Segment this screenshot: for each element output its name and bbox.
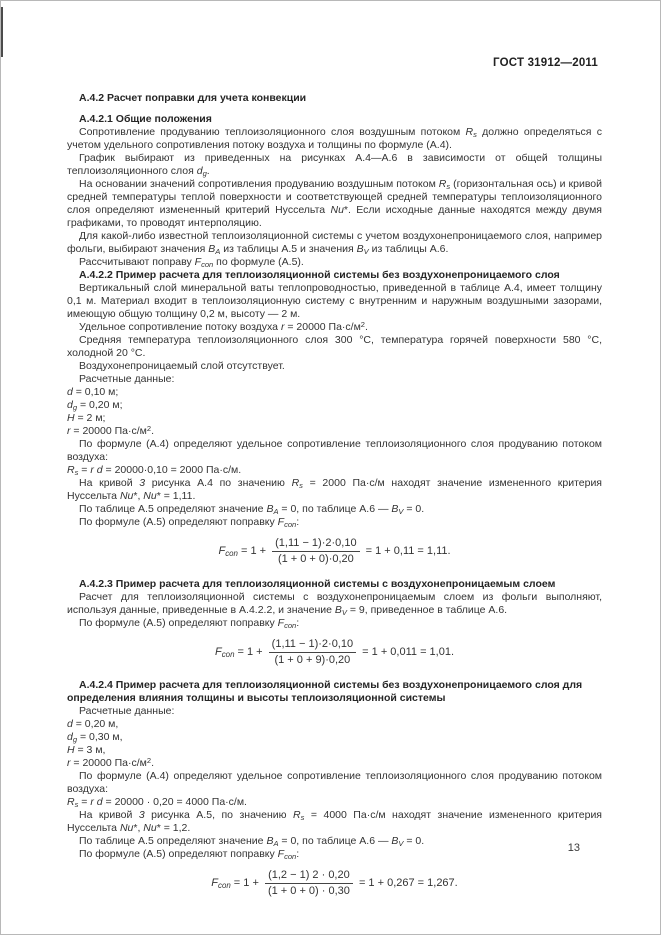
formula-fraction: $\frac{(1,11 - 1)\cdot 2\cdot 0,10}{(1 + 0 + 0)\cdot 0,20}$ bbox=[272, 537, 359, 566]
formula-lead: $F_{con} = 1$ + bbox=[218, 545, 270, 559]
paragraph: Средняя температура теплоизоляционного слоя 300 °С, температура горячей поверхности 580 °С, холодной 20 °С. bbox=[67, 334, 602, 359]
data-line: $R_s = r$ d = 20000 · 0,20 = 4000 Па·с/м. bbox=[67, 796, 247, 810]
standard-code-header: ГОСТ 31912—2011 bbox=[493, 57, 598, 69]
formula bbox=[67, 869, 602, 898]
formula-fraction: $\frac{(1,2 - 1) 2 \cdot 0,20}{(1 + 0 + 0) \cdot 0,30}$ bbox=[265, 869, 353, 898]
section-heading: А.4.2.4 Пример расчета для теплоизоляционной системы без воздухонепроницаемого слоя для определения влияния толщины и высоты теплоизоляционной системы bbox=[67, 679, 583, 704]
scan-artifact bbox=[1, 7, 3, 57]
data-line: $d_g = 0,20$ м; bbox=[67, 399, 123, 413]
paragraph: Сопротивление продуванию теплоизоляционного слоя воздушным потоком $R_s$ должно определяться с учетом удельного сопротивления потоку воздуха и толщины по формуле (А.4). bbox=[67, 126, 602, 151]
data-line: H = 2 м; bbox=[67, 412, 106, 424]
section-heading: А.4.2.2 Пример расчета для теплоизоляционной системы без воздухонепроницаемого слоя bbox=[79, 269, 560, 281]
paragraph: По формуле (А.5) определяют поправку $F_{con}$: bbox=[79, 617, 300, 631]
paragraph: По формуле (А.5) определяют поправку $F_{con}$: bbox=[79, 848, 300, 862]
paragraph: По формуле (А.4) определяют удельное сопротивление теплоизоляционного слоя продуванию потоком воздуха: bbox=[67, 770, 602, 795]
data-line: r = 20000 $Па\cdot с/м^2$. bbox=[67, 756, 154, 769]
paragraph: Для какой-либо известной теплоизоляционной системы с учетом воздухонепроницаемого слоя, например фольги, выбирают значения $B_A$ из таблицы А.5 и значения $B_V$ из таблицы А.6. bbox=[67, 230, 602, 257]
formula bbox=[67, 537, 602, 566]
paragraph: На кривой 3 рисунка А.4 по значению $R_s = 2000$ Па·с/м находят значение измененного критерия Нуссельта Nu*, Nu* = 1,11. bbox=[67, 477, 602, 502]
paragraph: По формуле (А.5) определяют поправку $F_{con}$: bbox=[79, 516, 300, 530]
formula-result: = 1 + 0,267 = 1,267. bbox=[355, 877, 458, 889]
paragraph: На кривой 3 рисунка А.5, по значению $R_s = 4000$ Па·с/м находят значение измененного критерия Нуссельта Nu*, Nu* = 1,2. bbox=[67, 809, 602, 834]
paragraph: Расчет для теплоизоляционной системы с воздухонепроницаемым слоем из фольги выполняют, используя данные, приведенные в А.4.2.2, и значение $B_V = 9$, приведенное в таблице А.6. bbox=[67, 591, 602, 618]
data-line: d = 0,10 м; bbox=[67, 386, 119, 398]
section-heading: А.4.2.1 Общие положения bbox=[79, 113, 212, 125]
formula-lead: $F_{con} = 1$ + bbox=[211, 877, 262, 891]
paragraph: Удельное сопротивление потоку воздуха r = 20000 $Па\cdot с/м^2$. bbox=[79, 320, 368, 333]
page-number: 13 bbox=[567, 842, 580, 854]
paragraph: Рассчитывают поправу $F_{con}$ по формуле (А.5). bbox=[79, 256, 304, 270]
paragraph: На основании значений сопротивления продуванию воздушным потоком $R_s$ (горизонтальная ось) и кривой средней температуры теплой поверхности и соответствующей средней температуры теплоизоляционного слоя определяют измененный критерий Нуссельта Nu*. Если исходные данные находятся между двумя графиками, то проводят интерполяцию. bbox=[67, 178, 602, 229]
data-line: r = 20000 $Па\cdot с/м^2$. bbox=[67, 424, 154, 437]
data-line: $d_g = 0,30$ м, bbox=[67, 731, 123, 745]
section-heading: А.4.2 Расчет поправки для учета конвекции bbox=[79, 92, 307, 104]
paragraph: Вертикальный слой минеральной ваты теплопроводностью, приведенной в таблице А.4, имеет толщину 0,1 м. Материал входит в теплоизоляционную систему с внутренним и наружным воздушными зазорами, имеющую общую толщину 0,2 м, высоту — 2 м. bbox=[67, 282, 602, 320]
paragraph: По таблице А.5 определяют значение $B_A = 0$, по таблице А.6 — $B_V = 0$. bbox=[79, 503, 425, 517]
paragraph: Воздухонепроницаемый слой отсутствует. bbox=[79, 360, 285, 372]
formula-result: = 1 + 0,11 = 1,11. bbox=[362, 545, 451, 557]
section-heading: А.4.2.3 Пример расчета для теплоизоляционной системы с воздухонепроницаемым слоем bbox=[79, 578, 556, 590]
data-line: d = 0,20 м, bbox=[67, 718, 119, 730]
formula-fraction: $\frac{(1,11 - 1)\cdot 2\cdot 0,10}{(1 + 0 + 9)\cdot 0,20}$ bbox=[269, 638, 356, 667]
data-line: H = 3 м, bbox=[67, 744, 106, 756]
paragraph: По формуле (А.4) определяют удельное сопротивление теплоизоляционного слоя продуванию потоком воздуха: bbox=[67, 438, 602, 463]
paragraph: График выбирают из приведенных на рисунках А.4—А.6 в зависимости от общей толщины теплоизоляционного слоя $d_g$. bbox=[67, 152, 602, 179]
data-line: $R_s = r$ d = 20000·0,10 = 2000 Па·с/м. bbox=[67, 464, 242, 478]
document-body bbox=[67, 92, 602, 910]
paragraph: Расчетные данные: bbox=[79, 373, 175, 385]
formula-lead: $F_{con} = 1$ + bbox=[214, 646, 266, 660]
formula bbox=[67, 638, 602, 667]
formula-result: = 1 + 0,011 = 1,01. bbox=[359, 646, 455, 658]
paragraph: По таблице А.5 определяют значение $B_A = 0$, по таблице А.6 — $B_V = 0$. bbox=[79, 835, 425, 849]
paragraph: Расчетные данные: bbox=[79, 705, 175, 717]
